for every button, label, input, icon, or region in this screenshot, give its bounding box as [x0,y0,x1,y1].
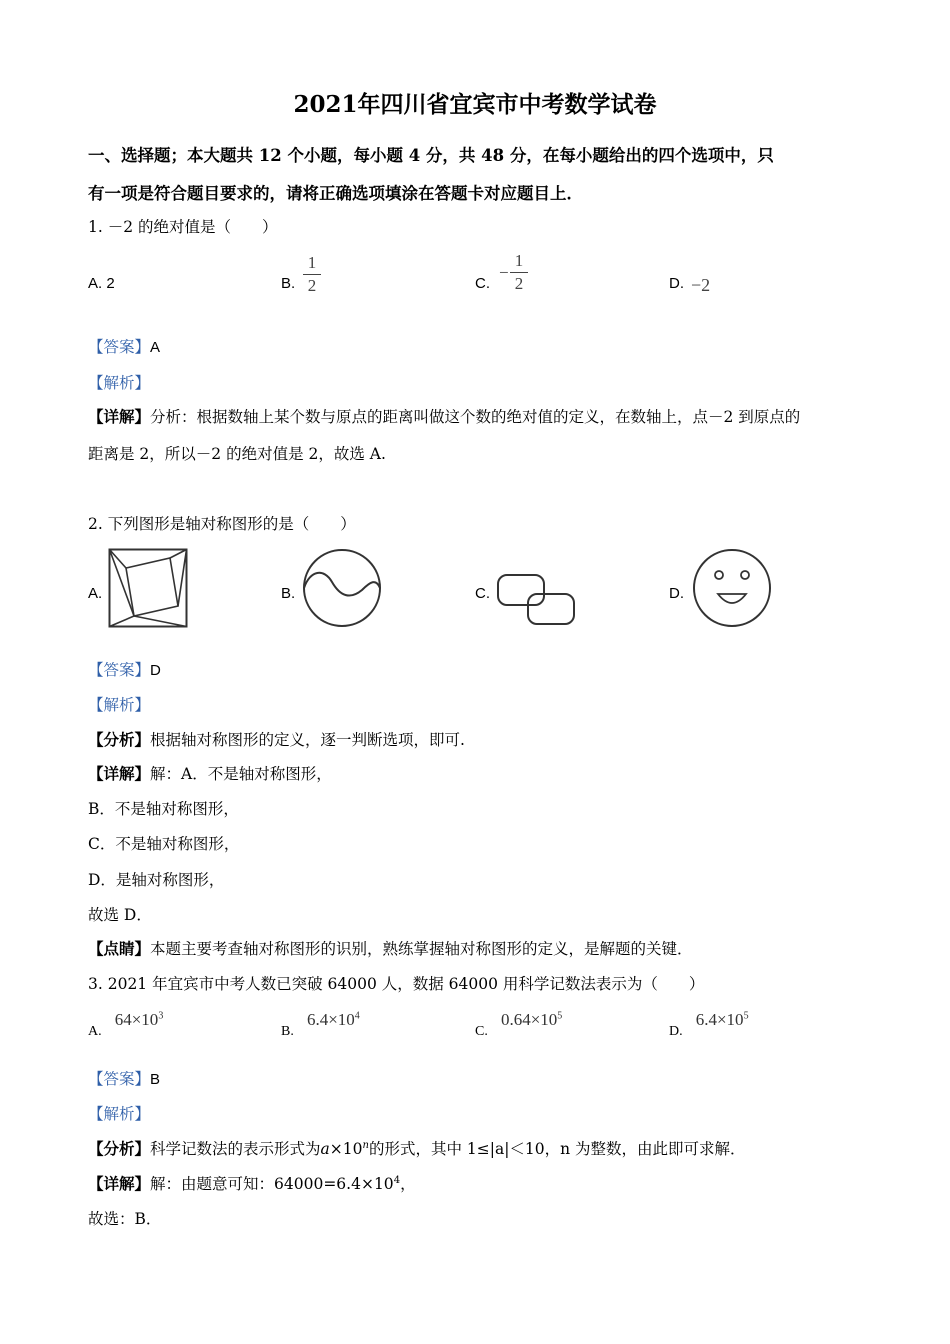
q3-answer-value: B [150,1071,161,1088]
q2-fenxi-text: 根据轴对称图形的定义，逐一判断选项，即可. [150,731,465,749]
q2-dianjing-text: 本题主要考查轴对称图形的识别，熟练掌握轴对称图形的定义，是解题的关键． [150,940,693,958]
q2-conclusion: 故选 D． [88,906,152,924]
q1-option-c-numerator: 1 [514,251,524,270]
q3-detail-post: ， [400,1175,416,1193]
q2-option-c-label: C. [475,585,490,602]
q3-option-c-value: $0.64\times 10^5$ [500,1010,563,1029]
q3-option-d-label: D. [669,1024,683,1039]
q3-option-a [88,1010,164,1039]
q1-option-c-label: C. [475,275,490,292]
q2-option-d-label: D. [669,585,684,602]
answer-tag: 【答案】 [88,1070,151,1088]
answer-tag: 【答案】 [88,338,151,356]
q1-detail-text-1: 分析：根据数轴上某个数与原点的距离叫做这个数的绝对值的定义，在数轴上，点－2 到原点的 [150,408,801,426]
q3-detail-exp: 4 [393,1174,401,1186]
fenxi-tag: 【分析】 [88,730,151,749]
q1-option-b-denominator: 2 [307,276,317,295]
q2-detail-a-text: 解：A．不是轴对称图形， [150,765,332,783]
q2-stem: 2. 下列图形是轴对称图形的是（ ） [88,515,356,533]
q1-detail-line-2: 距离是 2，所以－2 的绝对值是 2，故选 A. [88,445,386,463]
smiley-face-figure [692,548,772,628]
q3-option-c [475,1010,563,1039]
q3-option-d [669,1010,749,1039]
q2-option-b-label: B. [281,585,296,602]
square-pinwheel-figure [108,548,188,628]
q2-dianjing [88,937,693,959]
q3-fenxi-post: 的形式，其中 1≤|a|＜10，n 为整数，由此即可求解． [368,1140,746,1158]
fenxi-tag: 【分析】 [88,1139,151,1158]
q3-option-b [281,1010,360,1039]
q2-detail-a [88,762,332,784]
q2-answer-value: D [150,662,161,679]
q1-option-a-value: 2 [106,275,115,292]
yin-yang-curve-figure [302,548,382,628]
q1-option-d-label: D. [669,275,684,292]
q3-option-a-value: $64\times 10^3$ [114,1010,164,1029]
q3-fenxi-formula-a: a [320,1140,330,1158]
q2-analysis-tag: 【解析】 [88,696,151,714]
detail-tag: 【详解】 [88,1174,151,1193]
q1-stem: 1. －2 的绝对值是（ ） [88,218,278,236]
detail-tag: 【详解】 [88,407,151,426]
q1-option-c-denominator: 2 [514,274,524,293]
q3-detail-pre: 解：由题意可知：64000=6.4×10 [150,1175,394,1193]
q3-fenxi-formula-mid: ×10 [329,1140,363,1158]
q3-stem: 3. 2021 年宜宾市中考人数已突破 64000 人，数据 64000 用科学记数法表示为（ ） [88,975,705,993]
fraction-bar [303,274,321,275]
q3-answer [88,1067,160,1089]
q1-option-a [88,275,115,292]
q3-detail [88,1172,416,1194]
q1-option-b-label: B. [281,275,296,292]
q2-fenxi [88,728,465,750]
section-heading-line-1: 一、选择题；本大题共 12 个小题，每小题 4 分，共 48 分，在每小题给出的四个选项中，只 [88,146,774,165]
q3-option-c-label: C. [475,1024,488,1039]
answer-tag: 【答案】 [88,661,151,679]
q2-option-a-label: A. [88,585,103,602]
detail-tag: 【详解】 [88,764,151,783]
q3-option-a-label: A. [88,1024,102,1039]
q2-detail-d: D．是轴对称图形， [88,871,225,889]
q3-fenxi-formula-n: n [362,1139,369,1151]
q3-option-b-label: B. [281,1024,294,1039]
q2-detail-c: C．不是轴对称图形， [88,835,240,853]
q1-answer [88,335,160,357]
q1-answer-value: A [150,339,161,356]
q1-option-b-fraction [303,254,321,295]
q1-analysis-tag: 【解析】 [88,374,151,392]
fraction-bar [510,272,528,273]
q3-conclusion: 故选：B． [88,1210,162,1228]
section-heading-line-2: 有一项是符合题目要求的，请将正确选项填涂在答题卡对应题目上． [88,184,583,203]
q1-detail-line-1 [88,405,800,427]
q1-option-a-label: A. [88,275,103,292]
q1-option-b-numerator: 1 [307,253,317,272]
q3-option-b-value: $6.4\times 10^4$ [306,1010,360,1029]
q1-option-d-value: −2 [691,275,711,295]
q1-option-c-fraction [510,252,528,293]
q3-fenxi-pre: 科学记数法的表示形式为 [150,1140,321,1158]
q3-fenxi [88,1137,746,1159]
q1-option-c-sign: − [499,263,509,282]
page-title: 2021年四川省宜宾市中考数学试卷 [293,91,657,118]
q2-detail-b: B．不是轴对称图形， [88,800,239,818]
q2-answer [88,658,161,680]
q3-analysis-tag: 【解析】 [88,1105,151,1123]
q3-option-d-value: $6.4\times 10^5$ [695,1010,749,1029]
chain-links-figure [495,572,579,628]
dianjing-tag: 【点睛】 [88,939,151,958]
